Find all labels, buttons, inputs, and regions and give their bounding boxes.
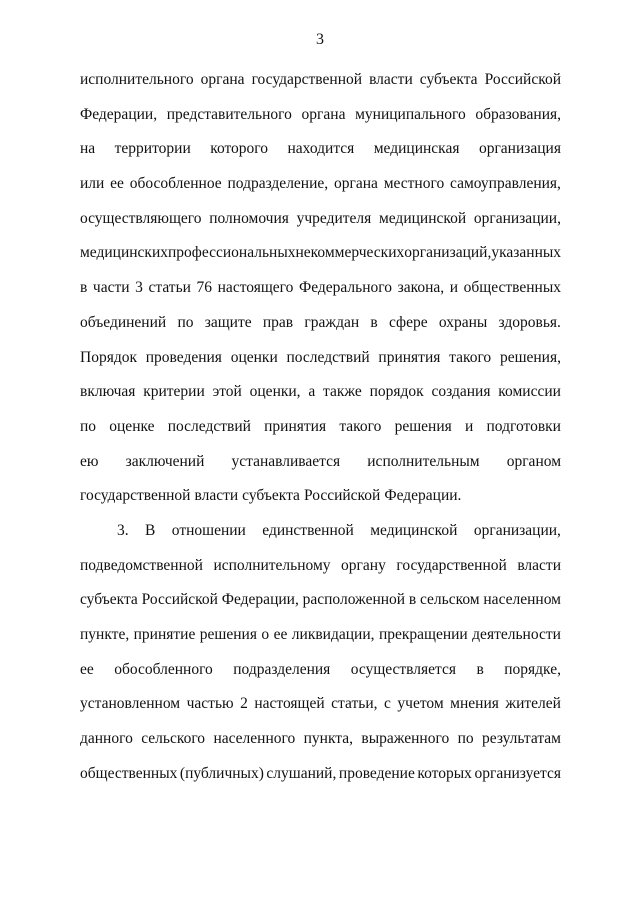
word: учредителя (296, 209, 372, 227)
word: организации, (473, 521, 561, 539)
word: отношении (171, 521, 246, 539)
word: образования, (475, 105, 561, 123)
text-line (80, 416, 561, 451)
word: органу (341, 556, 386, 574)
word: охраны (438, 313, 488, 331)
word: власти (517, 556, 561, 574)
word: этой (212, 383, 242, 401)
word: которого (210, 140, 269, 158)
word: медицинская (373, 140, 460, 158)
word: сельского (141, 730, 206, 748)
word: пункте, (80, 626, 130, 643)
text-line (80, 555, 561, 590)
word: медицинских (80, 244, 169, 262)
word: закона, (397, 279, 445, 297)
word: В (145, 521, 156, 539)
word: организаций, (404, 244, 492, 262)
text-line (80, 763, 561, 798)
word: оценки (230, 348, 278, 366)
word: обособленное (129, 175, 222, 193)
word: Российской (484, 71, 561, 88)
text-line (80, 242, 561, 277)
word: настоящей (254, 695, 325, 713)
page-number: 3 (316, 31, 324, 48)
word: оценке (109, 417, 155, 435)
word: местного (383, 175, 445, 193)
word: порядок (369, 383, 424, 401)
word: по (177, 313, 194, 331)
word: в (408, 591, 417, 609)
word: общественных (463, 279, 561, 297)
word: настоящего (217, 279, 294, 297)
word: создания (431, 383, 491, 401)
word: прав (262, 313, 294, 331)
word: находится (287, 140, 355, 158)
word: организация (478, 140, 561, 158)
word: профессиональных (168, 244, 296, 262)
text-line (80, 624, 561, 659)
word: самоуправления, (450, 175, 561, 193)
word: решения (199, 626, 257, 643)
word: жителей (505, 695, 561, 713)
word: органа (200, 71, 245, 88)
text-line (80, 208, 561, 243)
word: проведение (338, 764, 415, 782)
word: о (261, 626, 270, 643)
word: организуется (474, 764, 561, 782)
word: решения, (499, 348, 561, 366)
word: населенного (213, 730, 296, 748)
word: принятие (133, 626, 196, 643)
word: 2 (240, 695, 248, 713)
word: решения (394, 417, 452, 435)
word: данного (80, 730, 133, 748)
word: Федерации, (80, 105, 158, 123)
word: населенном (483, 591, 561, 609)
word: или (80, 175, 105, 193)
word: подготовки (486, 417, 561, 435)
word: объединений (80, 313, 167, 331)
word: с (384, 695, 391, 713)
word: комиссии (498, 383, 561, 401)
word: Федерального (298, 279, 393, 297)
word: оценки, (249, 383, 301, 401)
word: на (80, 140, 96, 158)
word: 76 (196, 279, 213, 297)
word: прекращении (378, 626, 468, 643)
word: пункта, (303, 730, 354, 748)
word: выраженного (361, 730, 450, 748)
word: устанавливается (231, 452, 341, 470)
word: части (92, 279, 130, 297)
word: государственной (251, 71, 363, 88)
word: по (80, 417, 97, 435)
word: 3 (135, 279, 143, 297)
word: Российской (303, 487, 381, 505)
word: органом (506, 452, 561, 470)
word: представительного (166, 105, 292, 123)
word: осуществляется (350, 660, 457, 678)
word: государственной (80, 487, 191, 505)
text-line (80, 693, 561, 728)
word: заключений (125, 452, 205, 470)
word: такого (449, 348, 492, 366)
word: статьи (148, 279, 191, 297)
word: муниципального (355, 105, 466, 123)
word: в (476, 660, 484, 678)
word: органа (333, 175, 378, 193)
word: здоровья. (498, 313, 561, 331)
word: ликвидации, (291, 626, 375, 643)
word: подразделение, (227, 175, 329, 193)
word: в (370, 313, 378, 331)
word: общественных (80, 764, 178, 782)
word: обособленного (114, 660, 213, 678)
word: власти (194, 487, 239, 505)
word: субъекта (419, 71, 478, 88)
word: граждан (304, 313, 360, 331)
word: медицинской (378, 209, 467, 227)
text-line (80, 659, 561, 694)
word: также (323, 383, 362, 401)
word: Порядок (80, 348, 137, 366)
word: последствий (286, 348, 370, 366)
word: ее (110, 175, 124, 193)
text-line (80, 104, 561, 139)
word: государственной (396, 556, 507, 574)
word: по (457, 730, 474, 748)
word: (публичных) (179, 764, 264, 782)
word: субъекта (80, 591, 138, 609)
word: органа (301, 105, 346, 123)
word: единственной (262, 521, 354, 539)
word: порядке, (504, 660, 561, 678)
word: исполнительному (213, 556, 331, 574)
word: принятия (264, 417, 327, 435)
word: критерии (143, 383, 205, 401)
text-line (80, 520, 561, 555)
word: а (308, 383, 316, 401)
text-line (80, 347, 561, 382)
word: результатам (482, 730, 561, 748)
word: Федерации, (221, 591, 299, 609)
word: медицинской (370, 521, 458, 539)
word: власти (369, 71, 413, 88)
word: исполнительным (367, 452, 480, 470)
word: установленном (80, 695, 181, 713)
word: деятельности (472, 626, 561, 643)
word: некоммерческих (295, 244, 405, 262)
word: ею (80, 452, 99, 470)
word: субъекта (242, 487, 300, 505)
word: 3. (117, 521, 129, 539)
word: принятия (378, 348, 441, 366)
word: мнения (450, 695, 499, 713)
word: полномочия (209, 209, 289, 227)
word: такого (339, 417, 382, 435)
word: последствий (167, 417, 251, 435)
text-line (80, 277, 561, 312)
text-line (80, 485, 561, 520)
word: учетом (397, 695, 444, 713)
text-line (80, 69, 561, 104)
text-line (80, 589, 561, 624)
word: проведения (145, 348, 222, 366)
word: в (80, 279, 88, 297)
text-line (80, 451, 561, 486)
word: подразделения (233, 660, 331, 678)
text-line (80, 138, 561, 173)
word: Российской (141, 591, 218, 609)
word: статьи, (331, 695, 378, 713)
text-line (80, 728, 561, 763)
word: указанных (491, 244, 562, 262)
word: ее (273, 626, 288, 643)
word: защите (204, 313, 252, 331)
word: и (449, 279, 459, 297)
word: включая (80, 383, 136, 401)
text-line (80, 173, 561, 208)
word: слушаний, (266, 764, 337, 782)
word: расположенной (302, 591, 406, 609)
word: частью (186, 695, 234, 713)
word: Федерации. (384, 487, 462, 505)
word: исполнительного (80, 71, 194, 88)
word: сфере (388, 313, 428, 331)
word: территории (114, 140, 191, 158)
word: и (464, 417, 474, 435)
word: сельском (419, 591, 480, 609)
text-line (80, 312, 561, 347)
word: которых (417, 764, 472, 782)
document-body (80, 69, 561, 797)
word: осуществляющего (80, 209, 202, 227)
text-line (80, 381, 561, 416)
word: ее (80, 660, 94, 678)
word: подведомственной (80, 556, 203, 574)
word: организации, (473, 209, 561, 227)
